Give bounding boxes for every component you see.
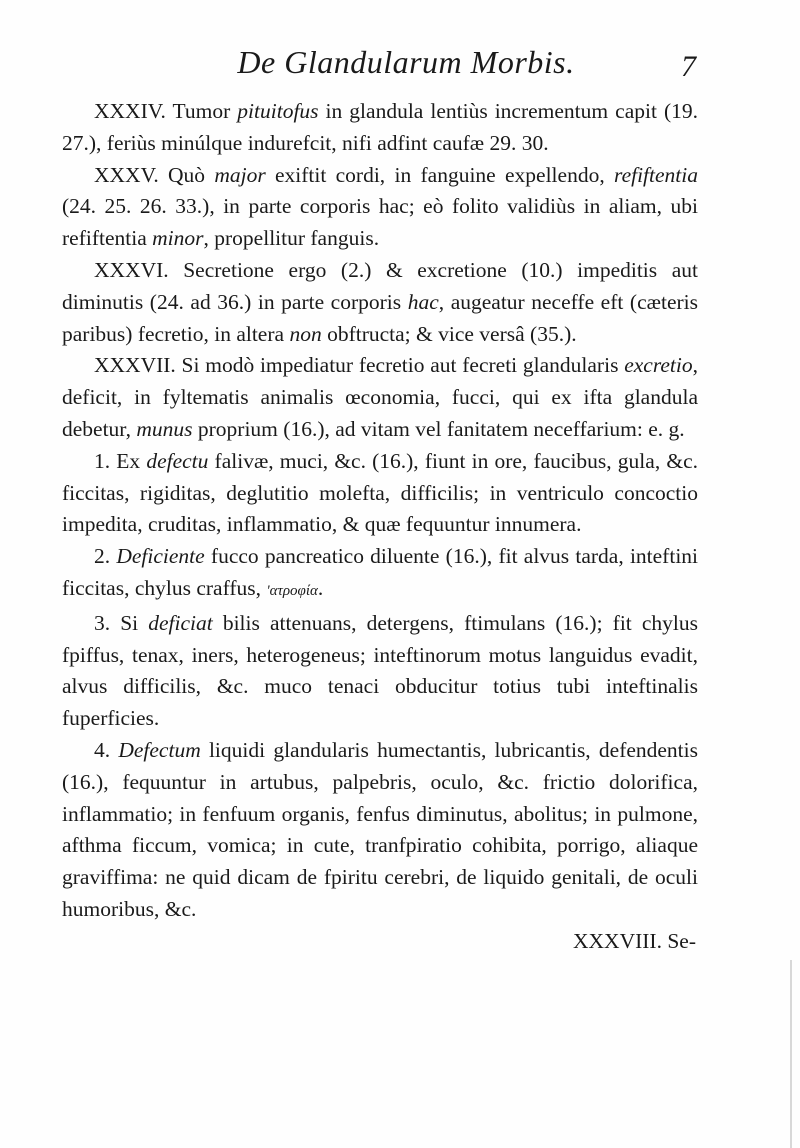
text-run: liquidi glandularis humectantis, lubricantis, defendentis (16.), fequuntur in artubus, palpebris, oculo, &c. frictio dolorifica, inflammatio; in fenfuum organis, fenfus diminutus, abolitus; in pulmone, afthma ficcum, vomica; in cute, tranfpiratio cohibita, porrigo, aliaque graviffima: ne quid dicam de fpiritu cerebri, de liquido genitali, de oculi humoribus, &c. [62, 737, 698, 921]
italic-term: defectu [146, 448, 209, 473]
paragraph-p37 [62, 350, 698, 445]
greek-term: 'ατροφία [266, 582, 318, 599]
paragraph-p37-1 [62, 446, 698, 541]
italic-term: deficiat [148, 610, 213, 635]
text-run: XXXVI. Secretione ergo (2.) & excretione (10.) impeditis aut diminutis (24. ad 36.) in parte corporis [62, 257, 698, 314]
text-run: XXXVII. Si modò impediatur fecretio aut fecreti glandularis [94, 353, 625, 378]
paragraph-p35 [62, 160, 698, 255]
page-edge-shadow [790, 960, 792, 1148]
text-run: (24. 25. 26. 33.), in parte corporis hac; eò folito validiùs in aliam, ubi refiftentia [62, 194, 698, 251]
text-run: XXXIV. Tumor [94, 99, 238, 123]
body-text [62, 96, 698, 958]
paragraph-p37-4 [62, 735, 698, 926]
italic-term: pituitofus [237, 99, 319, 123]
italic-term: minor [152, 226, 204, 251]
text-run: , deficit, in fyltematis animalis œconomia, fucci, qui ex ifta glandula debetur, [62, 353, 698, 441]
text-run: 3. Si [94, 610, 149, 635]
paragraph-p36 [62, 255, 698, 350]
paragraph-p34 [62, 96, 698, 160]
italic-term: hac [407, 289, 439, 314]
italic-term: major [214, 162, 266, 187]
text-run: . [317, 575, 324, 600]
page-number: 7 [681, 50, 696, 83]
text-run: fucco pancreatico diluente (16.), fit alvus tarda, inteftini ficcitas, chylus craffus, [62, 544, 699, 600]
italic-term: non [289, 321, 322, 346]
page-header [0, 44, 800, 88]
text-run: obftructa; & vice versâ (35.). [321, 321, 577, 346]
text-run: XXXV. Quò [94, 162, 215, 187]
text-run: 4. [94, 737, 119, 762]
text-run: 1. Ex [94, 448, 147, 473]
italic-term: munus [136, 416, 193, 441]
text-run: , augeatur neceffe eft (cæteris paribus) fecretio, in altera [62, 289, 698, 346]
italic-term: excretio [624, 353, 693, 378]
text-run: bilis attenuans, detergens, ftimulans (16.); fit chylus fpiffus, tenax, iners, heterogeneus; inteftinorum motus languidus evadit, alvus difficilis, &c. muco tenaci obducitur totius tubi inteftinalis fuperficies. [62, 610, 698, 731]
italic-term: refiftentia [614, 162, 698, 187]
text-run: exiftit cordi, in fanguine expellendo, [265, 162, 614, 187]
italic-term: Deficiente [116, 544, 205, 569]
text-run: proprium (16.), ad vitam vel fanitatem neceffarium: e. g. [192, 416, 685, 441]
text-run: falivæ, muci, &c. (16.), fiunt in ore, faucibus, gula, &c. ficcitas, rigiditas, deglutitio molefta, difficilis; in ventriculo concoctio impedita, cruditas, inflammatio, & quæ fequuntur innumera. [62, 448, 698, 537]
italic-term: Defectum [118, 737, 201, 762]
running-title: De Glandularum Morbis. [237, 44, 575, 80]
paragraph-p37-3 [62, 608, 698, 735]
catchword: XXXVIII. Se- [573, 928, 696, 953]
paragraph-p37-2 [62, 541, 698, 608]
text-run: , propellitur fanguis. [203, 226, 380, 251]
text-run: 2. [94, 544, 117, 569]
text-run: in glandula lentiùs incrementum capit (19. 27.), feriùs minúlque indurefcit, nifi adfint caufæ 29. 30. [62, 99, 698, 155]
